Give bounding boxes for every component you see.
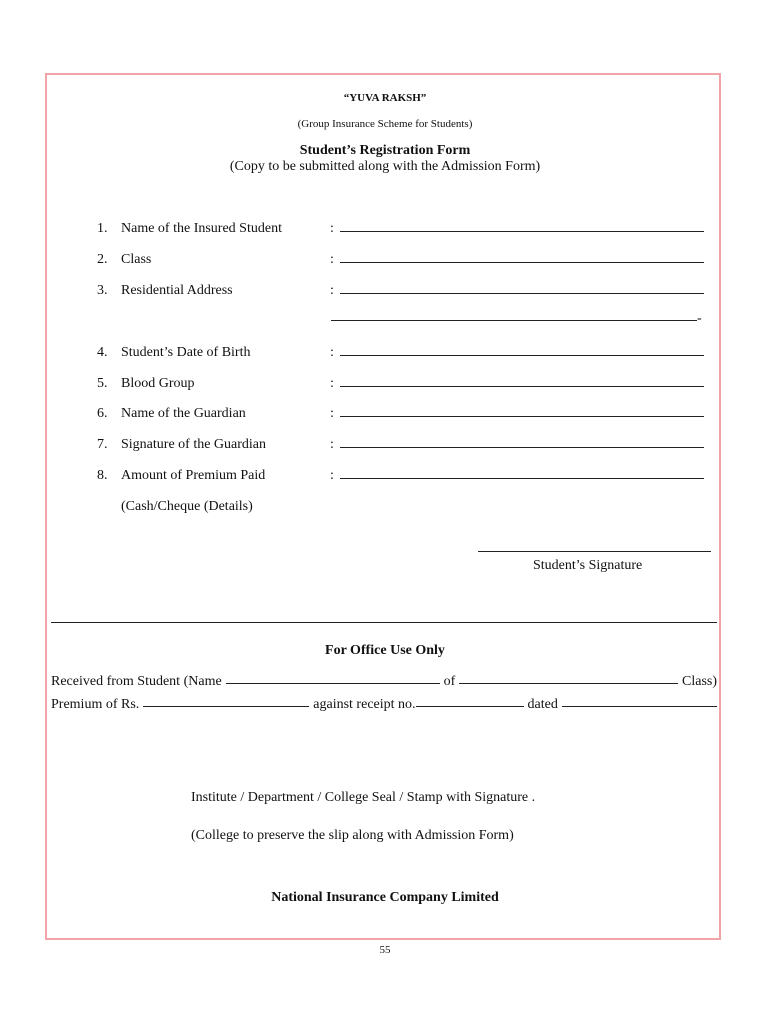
student-signature-label: Student’s Signature [533, 558, 643, 573]
student-name-blank[interactable] [226, 683, 440, 684]
detach-divider-line [51, 622, 717, 623]
field-label: Signature of the Guardian [121, 437, 267, 452]
address-end-mark: - [697, 311, 702, 326]
received-from-row [51, 674, 717, 692]
seal-stamp-instruction: Institute / Department / College Seal / Stamp with Signature . [191, 790, 536, 805]
scheme-name: “YUVA RAKSH” [343, 92, 427, 104]
received-prefix: Received from Student (Name [51, 674, 222, 689]
field-label: Blood Group [121, 376, 195, 391]
premium-prefix: Premium of Rs. [51, 697, 140, 712]
field-row-date-of-birth [0, 345, 770, 363]
field-colon: : [330, 221, 334, 236]
field-blank-line[interactable] [340, 262, 704, 263]
form-subtitle: (Copy to be submitted along with the Admission Form) [229, 159, 541, 174]
field-blank-line[interactable] [340, 355, 704, 356]
field-number: 4. [97, 345, 108, 360]
field-blank-line[interactable] [340, 478, 704, 479]
address-second-line[interactable] [331, 320, 697, 321]
field-number: 1. [97, 221, 108, 236]
office-use-title: For Office Use Only [325, 643, 445, 658]
premium-amount-blank[interactable] [143, 706, 309, 707]
field-label: Residential Address [121, 283, 233, 298]
form-title: Student’s Registration Form [299, 143, 471, 158]
field-number: 7. [97, 437, 108, 452]
premium-receipt-row [51, 697, 717, 715]
field-label: Name of the Insured Student [121, 221, 282, 236]
field-number: 2. [97, 252, 108, 267]
field-blank-line[interactable] [340, 447, 704, 448]
receipt-date-blank[interactable] [562, 706, 717, 707]
field-colon: : [330, 437, 334, 452]
field-blank-line[interactable] [340, 231, 704, 232]
received-of: of [443, 674, 456, 689]
field-label: Student’s Date of Birth [121, 345, 251, 360]
receipt-number-blank[interactable] [416, 706, 524, 707]
field-colon: : [330, 252, 334, 267]
field-row-blood-group [0, 376, 770, 394]
preserve-slip-note: (College to preserve the slip along with Admission Form) [191, 828, 514, 843]
field-colon: : [330, 376, 334, 391]
student-signature-line[interactable] [478, 551, 711, 552]
field-blank-line[interactable] [340, 386, 704, 387]
field-row-residential-address [0, 283, 770, 301]
field-row-insured-student-name [0, 221, 770, 239]
premium-dated-label: dated [527, 697, 558, 712]
field-colon: : [330, 345, 334, 360]
field-number: 3. [97, 283, 108, 298]
field-blank-line[interactable] [340, 293, 704, 294]
field-label: Name of the Guardian [121, 406, 246, 421]
company-name: National Insurance Company Limited [271, 890, 499, 905]
page-number: 55 [379, 944, 391, 956]
field-blank-line[interactable] [340, 416, 704, 417]
received-suffix: Class) [682, 674, 717, 689]
field-row-guardian-name [0, 406, 770, 424]
field-colon: : [330, 283, 334, 298]
field-number: 8. [97, 468, 108, 483]
field-label: Class [121, 252, 152, 267]
field-colon: : [330, 406, 334, 421]
field-row-premium-paid [0, 468, 770, 486]
field-number: 5. [97, 376, 108, 391]
field-row-guardian-signature [0, 437, 770, 455]
premium-receipt-label: against receipt no. [313, 697, 416, 712]
field-label: Amount of Premium Paid [121, 468, 266, 483]
field-number: 6. [97, 406, 108, 421]
class-blank[interactable] [459, 683, 678, 684]
field-row-class [0, 252, 770, 270]
premium-payment-note: (Cash/Cheque (Details) [121, 499, 253, 514]
scheme-subtitle: (Group Insurance Scheme for Students) [297, 118, 473, 130]
field-colon: : [330, 468, 334, 483]
